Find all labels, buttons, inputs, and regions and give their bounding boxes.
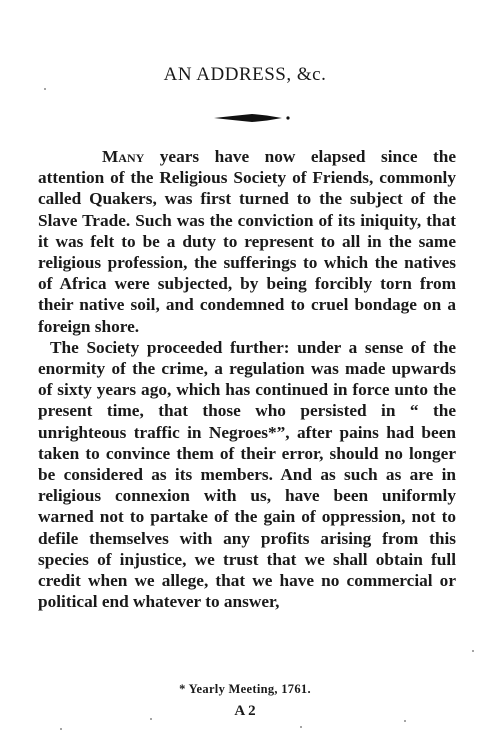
body-text: [38, 146, 456, 612]
ornament-rule: [212, 112, 292, 124]
paper-speck: [60, 728, 62, 730]
paper-speck: [404, 720, 406, 722]
paragraph-1: [38, 146, 456, 337]
page-heading: AN ADDRESS, &c.: [163, 64, 327, 85]
paper-speck: [472, 650, 474, 652]
paper-speck: [44, 88, 46, 90]
paragraph-2: The Society proceeded further: under a sense of the enormity of the crime, a regulation was made upwards of sixty years ago, which has continued in force unto the present time, that those who persisted in “ the unrighteous traffic in Negroes*”, after pains had been taken to convince them of their error, should no longer be considered as its members. And as such as are in religious connexion with us, have been uniformly warned not to partake of the gain of oppression, not to defile themselves with any profits arising from this species of injustice, we trust that we shall obtain full credit when we allege, that we have no commercial or political end whatever to answer,: [38, 337, 456, 612]
paragraph-1-text: years have now elapsed since the attention of the Religious Society of Friends, commonly called Quakers, was first turned to the subject of the Slave Trade. Such was the conviction of its iniquity, that it was felt to be a duty to represent to all in the same religious profession, the sufferings to which the natives of Africa were subjected, by being forcibly torn from their native soil, and condemned to cruel bondage on a foreign shore.: [38, 147, 456, 336]
paper-speck: [300, 726, 302, 728]
paper-speck: [150, 718, 152, 720]
signature-mark: A 2: [234, 703, 256, 719]
paragraph-1-lead: Many: [102, 147, 145, 166]
footnote: * Yearly Meeting, 1761.: [179, 682, 311, 696]
